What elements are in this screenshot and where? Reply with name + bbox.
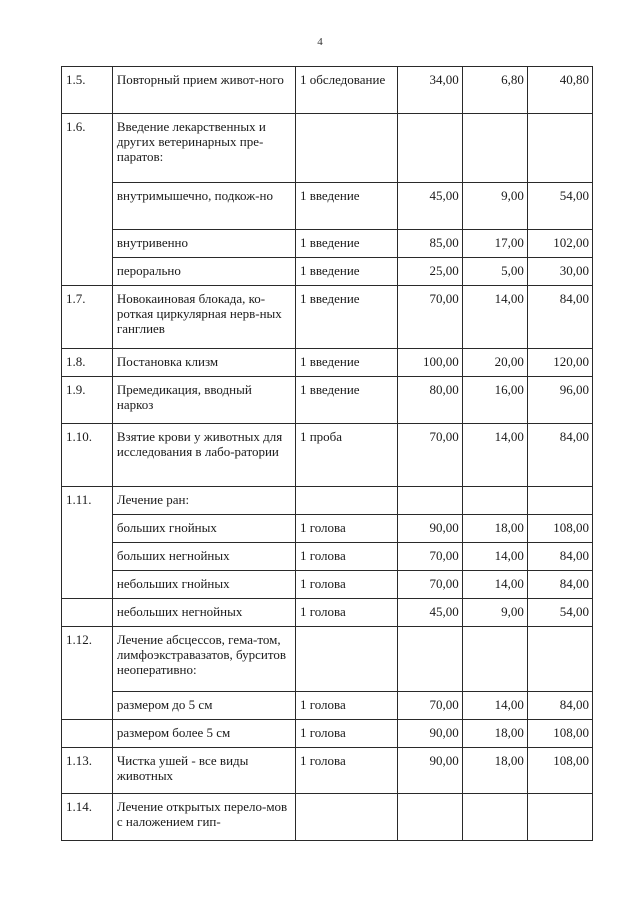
service-name-cell: Лечение абсцессов, гема-том, лимфоэкстравазатов, бурситов неоперативно: bbox=[112, 627, 295, 692]
vat-cell: 6,80 bbox=[462, 67, 527, 114]
row-number-cell bbox=[62, 599, 113, 627]
price-cell: 90,00 bbox=[397, 515, 462, 543]
table-row bbox=[62, 794, 593, 841]
row-number-cell bbox=[62, 571, 113, 599]
price-table-body bbox=[62, 67, 593, 841]
price-cell bbox=[397, 487, 462, 515]
vat-cell: 9,00 bbox=[462, 183, 527, 230]
service-name-cell: Лечение ран: bbox=[112, 487, 295, 515]
row-number-cell: 1.9. bbox=[62, 377, 113, 424]
vat-cell: 14,00 bbox=[462, 571, 527, 599]
price-cell: 70,00 bbox=[397, 286, 462, 349]
price-cell: 70,00 bbox=[397, 424, 462, 487]
unit-cell bbox=[295, 114, 397, 183]
unit-cell: 1 голова bbox=[295, 720, 397, 748]
service-name-cell: больших негнойных bbox=[112, 543, 295, 571]
row-number-cell bbox=[62, 692, 113, 720]
vat-cell bbox=[462, 487, 527, 515]
row-number-cell: 1.12. bbox=[62, 627, 113, 692]
price-cell: 100,00 bbox=[397, 349, 462, 377]
total-cell: 84,00 bbox=[527, 571, 592, 599]
row-number-cell bbox=[62, 515, 113, 543]
total-cell: 108,00 bbox=[527, 748, 592, 794]
service-name-cell: внутривенно bbox=[112, 230, 295, 258]
price-cell: 80,00 bbox=[397, 377, 462, 424]
unit-cell: 1 голова bbox=[295, 599, 397, 627]
price-cell: 34,00 bbox=[397, 67, 462, 114]
service-name-cell: Новокаиновая блокада, ко-роткая циркулярная нерв-ных ганглиев bbox=[112, 286, 295, 349]
page-number: 4 bbox=[317, 36, 323, 48]
vat-cell: 14,00 bbox=[462, 692, 527, 720]
vat-cell: 14,00 bbox=[462, 424, 527, 487]
price-cell: 85,00 bbox=[397, 230, 462, 258]
service-name-cell: Введение лекарственных и других ветеринарных пре-паратов: bbox=[112, 114, 295, 183]
price-cell: 25,00 bbox=[397, 258, 462, 286]
unit-cell: 1 введение bbox=[295, 230, 397, 258]
unit-cell: 1 голова bbox=[295, 748, 397, 794]
price-table bbox=[61, 66, 593, 841]
table-row bbox=[62, 720, 593, 748]
unit-cell: 1 обследование bbox=[295, 67, 397, 114]
row-number-cell bbox=[62, 230, 113, 258]
total-cell: 84,00 bbox=[527, 424, 592, 487]
table-row bbox=[62, 599, 593, 627]
vat-cell: 14,00 bbox=[462, 286, 527, 349]
vat-cell: 20,00 bbox=[462, 349, 527, 377]
row-number-cell: 1.7. bbox=[62, 286, 113, 349]
row-number-cell bbox=[62, 543, 113, 571]
row-number-cell: 1.5. bbox=[62, 67, 113, 114]
unit-cell: 1 введение bbox=[295, 183, 397, 230]
total-cell: 84,00 bbox=[527, 543, 592, 571]
table-row bbox=[62, 748, 593, 794]
table-row bbox=[62, 692, 593, 720]
service-name-cell: перорально bbox=[112, 258, 295, 286]
total-cell: 30,00 bbox=[527, 258, 592, 286]
total-cell: 108,00 bbox=[527, 515, 592, 543]
service-name-cell: Постановка клизм bbox=[112, 349, 295, 377]
unit-cell: 1 голова bbox=[295, 692, 397, 720]
table-row bbox=[62, 183, 593, 230]
service-name-cell: Повторный прием живот-ного bbox=[112, 67, 295, 114]
vat-cell: 9,00 bbox=[462, 599, 527, 627]
table-row bbox=[62, 377, 593, 424]
row-number-cell bbox=[62, 720, 113, 748]
table-row bbox=[62, 515, 593, 543]
unit-cell: 1 голова bbox=[295, 543, 397, 571]
service-name-cell: Взятие крови у животных для исследования в лабо-ратории bbox=[112, 424, 295, 487]
service-name-cell: Премедикация, вводный наркоз bbox=[112, 377, 295, 424]
price-cell: 70,00 bbox=[397, 543, 462, 571]
price-cell: 45,00 bbox=[397, 599, 462, 627]
price-cell bbox=[397, 794, 462, 841]
total-cell bbox=[527, 114, 592, 183]
price-cell: 70,00 bbox=[397, 571, 462, 599]
row-number-cell: 1.8. bbox=[62, 349, 113, 377]
total-cell: 84,00 bbox=[527, 286, 592, 349]
unit-cell: 1 введение bbox=[295, 377, 397, 424]
total-cell: 102,00 bbox=[527, 230, 592, 258]
unit-cell: 1 проба bbox=[295, 424, 397, 487]
row-number-cell bbox=[62, 258, 113, 286]
vat-cell: 14,00 bbox=[462, 543, 527, 571]
service-name-cell: небольших гнойных bbox=[112, 571, 295, 599]
service-name-cell: больших гнойных bbox=[112, 515, 295, 543]
unit-cell bbox=[295, 487, 397, 515]
total-cell: 40,80 bbox=[527, 67, 592, 114]
total-cell: 108,00 bbox=[527, 720, 592, 748]
price-cell: 45,00 bbox=[397, 183, 462, 230]
table-row bbox=[62, 543, 593, 571]
total-cell bbox=[527, 627, 592, 692]
row-number-cell bbox=[62, 183, 113, 230]
vat-cell: 18,00 bbox=[462, 748, 527, 794]
row-number-cell: 1.11. bbox=[62, 487, 113, 515]
table-row bbox=[62, 286, 593, 349]
service-name-cell: небольших негнойных bbox=[112, 599, 295, 627]
price-cell: 70,00 bbox=[397, 692, 462, 720]
table-row bbox=[62, 114, 593, 183]
vat-cell: 5,00 bbox=[462, 258, 527, 286]
table-row bbox=[62, 424, 593, 487]
service-name-cell: размером до 5 см bbox=[112, 692, 295, 720]
vat-cell: 18,00 bbox=[462, 720, 527, 748]
service-name-cell: Чистка ушей - все виды животных bbox=[112, 748, 295, 794]
total-cell bbox=[527, 794, 592, 841]
unit-cell bbox=[295, 627, 397, 692]
table-row bbox=[62, 230, 593, 258]
vat-cell bbox=[462, 627, 527, 692]
unit-cell: 1 голова bbox=[295, 515, 397, 543]
vat-cell bbox=[462, 114, 527, 183]
service-name-cell: Лечение открытых перело-мов с наложением гип- bbox=[112, 794, 295, 841]
unit-cell: 1 голова bbox=[295, 571, 397, 599]
total-cell: 120,00 bbox=[527, 349, 592, 377]
table-row bbox=[62, 67, 593, 114]
price-cell: 90,00 bbox=[397, 748, 462, 794]
table-row bbox=[62, 487, 593, 515]
vat-cell: 16,00 bbox=[462, 377, 527, 424]
unit-cell: 1 введение bbox=[295, 349, 397, 377]
row-number-cell: 1.13. bbox=[62, 748, 113, 794]
table-row bbox=[62, 571, 593, 599]
table-row bbox=[62, 627, 593, 692]
total-cell: 54,00 bbox=[527, 599, 592, 627]
total-cell: 96,00 bbox=[527, 377, 592, 424]
table-row bbox=[62, 349, 593, 377]
service-name-cell: размером более 5 см bbox=[112, 720, 295, 748]
service-name-cell: внутримышечно, подкож-но bbox=[112, 183, 295, 230]
row-number-cell: 1.6. bbox=[62, 114, 113, 183]
unit-cell: 1 введение bbox=[295, 286, 397, 349]
unit-cell: 1 введение bbox=[295, 258, 397, 286]
price-cell bbox=[397, 114, 462, 183]
row-number-cell: 1.10. bbox=[62, 424, 113, 487]
total-cell: 54,00 bbox=[527, 183, 592, 230]
price-cell bbox=[397, 627, 462, 692]
unit-cell bbox=[295, 794, 397, 841]
vat-cell: 18,00 bbox=[462, 515, 527, 543]
price-cell: 90,00 bbox=[397, 720, 462, 748]
table-row bbox=[62, 258, 593, 286]
vat-cell bbox=[462, 794, 527, 841]
total-cell bbox=[527, 487, 592, 515]
total-cell: 84,00 bbox=[527, 692, 592, 720]
vat-cell: 17,00 bbox=[462, 230, 527, 258]
row-number-cell: 1.14. bbox=[62, 794, 113, 841]
